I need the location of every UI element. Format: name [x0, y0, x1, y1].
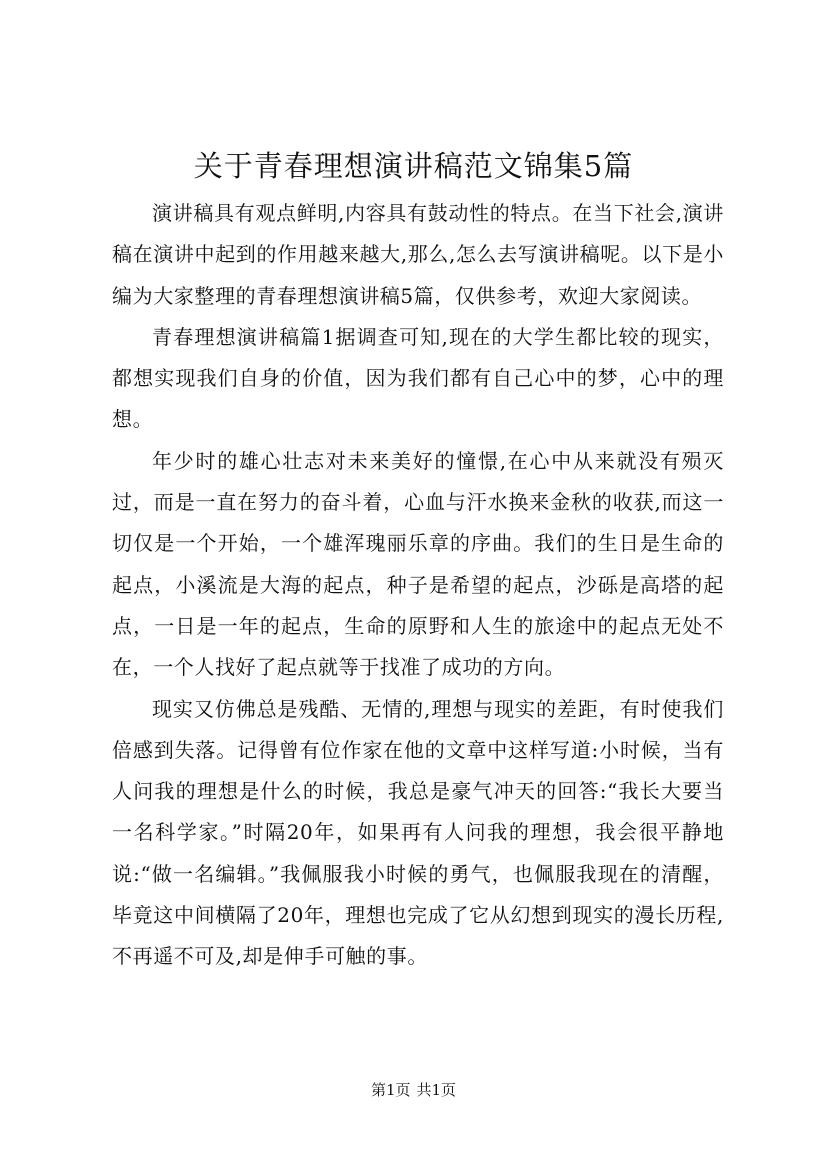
page-number: 第1页	[370, 1081, 411, 1099]
page-footer	[0, 1080, 827, 1100]
document-body	[112, 193, 724, 978]
paragraph-2: 青春理想演讲稿篇1据调查可知,现在的大学生都比较的现实，都想实现我们自身的价值，因为我们都有自己心中的梦，心中的理想。	[112, 324, 724, 432]
paragraph-1: 演讲稿具有观点鲜明,内容具有鼓动性的特点。在当下社会,演讲稿在演讲中起到的作用越来越大,那么,怎么去写演讲稿呢。以下是小编为大家整理的青春理想演讲稿5篇，仅供参考，欢迎大家阅读。	[112, 201, 724, 308]
paragraph-3: 年少时的雄心壮志对未来美好的憧憬,在心中从来就没有殒灭过，而是一直在努力的奋斗着，心血与汗水换来金秋的收获,而这一切仅是一个开始，一个雄浑瑰丽乐章的序曲。我们的生日是生命的起点，小溪流是大海的起点，种子是希望的起点，沙砾是高塔的起点，一日是一年的起点，生命的原野和人生的旅途中的起点无处不在，一个人找好了起点就等于找准了成功的方向。	[112, 448, 724, 680]
paragraph-4: 现实又仿佛总是残酷、无情的,理想与现实的差距，有时使我们倍感到失落。记得曾有位作家在他的文章中这样写道:小时候，当有人问我的理想是什么的时候，我总是豪气冲天的回答:“我长大要当一名科学家。”时隔20年，如果再有人问我的理想，我会很平静地说:“做一名编辑。”我佩服我小时候的勇气，也佩服我现在的清醒，毕竟这中间横隔了20年，理想也完成了它从幻想到现实的漫长历程,不再遥不可及,却是伸手可触的事。	[112, 696, 724, 969]
page-total: 共1页	[416, 1081, 457, 1099]
document-title: 关于青春理想演讲稿范文锦集5篇	[193, 149, 634, 183]
